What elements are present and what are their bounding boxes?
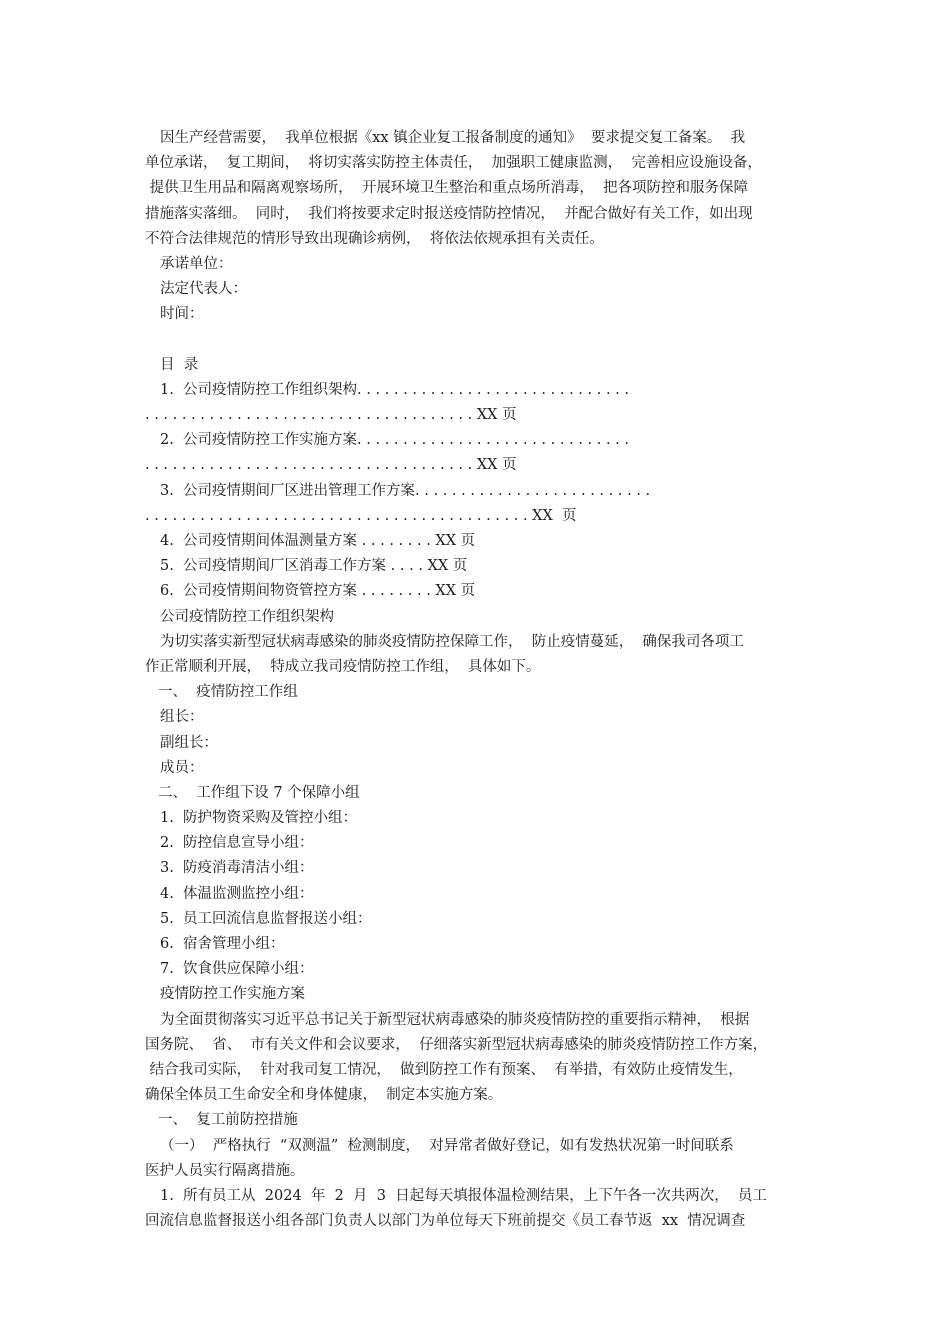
group-deputy: 副组长： — [160, 734, 218, 751]
section2-intro-line-2: 国务院、 省、 市有关文件和会议要求， 仔细落实新型冠状病毒感染的肺炎疫情防控工作方案， — [145, 1036, 768, 1053]
commitment-line-1: 因生产经营需要， 我单位根据《xx 镇企业复工报备制度的通知》 要求提交复工备案。 我 — [160, 130, 746, 146]
group-members: 成员： — [160, 759, 204, 776]
subsection-1-line-1: （一） 严格执行 “双测温” 检测制度， 对异常者做好登记，如有发热状况第一时间联系 — [160, 1137, 734, 1154]
team-item-3: 3. 防疫消毒清洁小组： — [160, 860, 314, 877]
team-item-1: 1. 防护物资采购及管控小组： — [160, 810, 358, 827]
commitment-unit: 承诺单位： — [160, 255, 233, 272]
section2-title: 疫情防控工作实施方案 — [160, 986, 305, 1003]
group-leader: 组长： — [160, 709, 204, 726]
section2-intro-line-4: 确保全体员工生命安全和身体健康， 制定本实施方案。 — [145, 1087, 503, 1104]
commitment-line-2: 单位承诺， 复工期间， 将切实落实防控主体责任， 加强职工健康监测， 完善相应设施设备， — [145, 155, 762, 172]
commitment-block — [145, 126, 815, 328]
toc-line-1: 1. 公司疫情防控工作组织架构. . . . . . . . . . . . . . . . . . . . . . . . . . . . . . — [160, 381, 629, 398]
group-heading: 一、 疫情防控工作组 — [158, 684, 298, 701]
commitment-line-5: 不符合法律规范的情形导致出现确诊病例， 将依法依规承担有关责任。 — [145, 230, 604, 247]
section-organization — [145, 605, 815, 983]
section2-intro-line-1: 为全面贯彻落实习近平总书记关于新型冠状病毒感染的肺炎疫情防控的重要指示精神， 根据 — [160, 1011, 750, 1028]
team-item-6: 6. 宿舍管理小组： — [160, 936, 285, 952]
section2-heading-1: 一、 复工前防控措施 — [158, 1112, 298, 1129]
team-item-2: 2. 防控信息宣导小组： — [160, 835, 314, 852]
section1-intro-line-2: 作正常顺利开展， 特成立我司疫情防控工作组， 具体如下。 — [145, 658, 541, 675]
toc-line-3: 2. 公司疫情防控工作实施方案. . . . . . . . . . . . . . . . . . . . . . . . . . . . . . — [160, 432, 629, 449]
commitment-line-3: 提供卫生用品和隔离观察场所， 开展环境卫生整治和重点场所消毒， 把各项防控和服务保障 — [145, 180, 749, 197]
subsection-1-line-2: 医护人员实行隔离措施。 — [145, 1162, 305, 1179]
item-1-line-2: 回流信息监督报送小组各部门负责人以部门为单位每天下班前提交《员工春节返 xx 情况调查 — [145, 1213, 746, 1230]
toc-line-4: . . . . . . . . . . . . . . . . . . . . . . . . . . . . . . . . . . . . XX 页 — [145, 457, 517, 474]
table-of-contents — [145, 353, 815, 605]
section1-title: 公司疫情防控工作组织架构 — [160, 608, 334, 625]
commitment-line-4: 措施落实落细。 同时， 我们将按要求定时报送疫情防控情况， 并配合做好有关工作，如出现 — [145, 205, 753, 222]
spacer — [145, 328, 815, 353]
toc-line-9: 6. 公司疫情期间物资管控方案 . . . . . . . . XX 页 — [160, 583, 476, 600]
toc-line-8: 5. 公司疫情期间厂区消毒工作方案 . . . . XX 页 — [160, 558, 468, 575]
commitment-time: 时间： — [160, 306, 204, 323]
team-item-7: 7. 饮食供应保障小组： — [160, 961, 314, 978]
section1-intro-line-1: 为切实落实新型冠状病毒感染的肺炎疫情防控保障工作， 防止疫情蔓延， 确保我司各项工 — [160, 633, 744, 650]
commitment-legal-rep: 法定代表人： — [160, 281, 247, 298]
toc-line-7: 4. 公司疫情期间体温测量方案 . . . . . . . . XX 页 — [160, 533, 476, 549]
toc-line-2: . . . . . . . . . . . . . . . . . . . . . . . . . . . . . . . . . . . . XX 页 — [145, 407, 517, 424]
section-implementation — [145, 982, 815, 1234]
toc-line-6: . . . . . . . . . . . . . . . . . . . . . . . . . . . . . . . . . . . . . . . . . . XX 页 — [145, 507, 577, 524]
section2-intro-line-3: 结合我司实际， 针对我司复工情况， 做到防控工作有预案、 有举措，有效防止疫情发生， — [145, 1061, 743, 1078]
team-item-5: 5. 员工回流信息监督报送小组： — [160, 910, 372, 927]
document-page — [145, 126, 815, 1234]
toc-line-5: 3. 公司疫情期间厂区进出管理工作方案. . . . . . . . . . . . . . . . . . . . . . . . . . — [160, 482, 651, 499]
item-1-line-1: 1. 所有员工从 2024 年 2 月 3 日起每天填报体温检测结果，上下午各一次共两次， 员工 — [160, 1187, 767, 1204]
team-item-4: 4. 体温监测监控小组： — [160, 885, 314, 902]
teams-heading: 二、 工作组下设 7 个保障小组 — [158, 784, 360, 801]
toc-title: 目 录 — [160, 356, 199, 373]
